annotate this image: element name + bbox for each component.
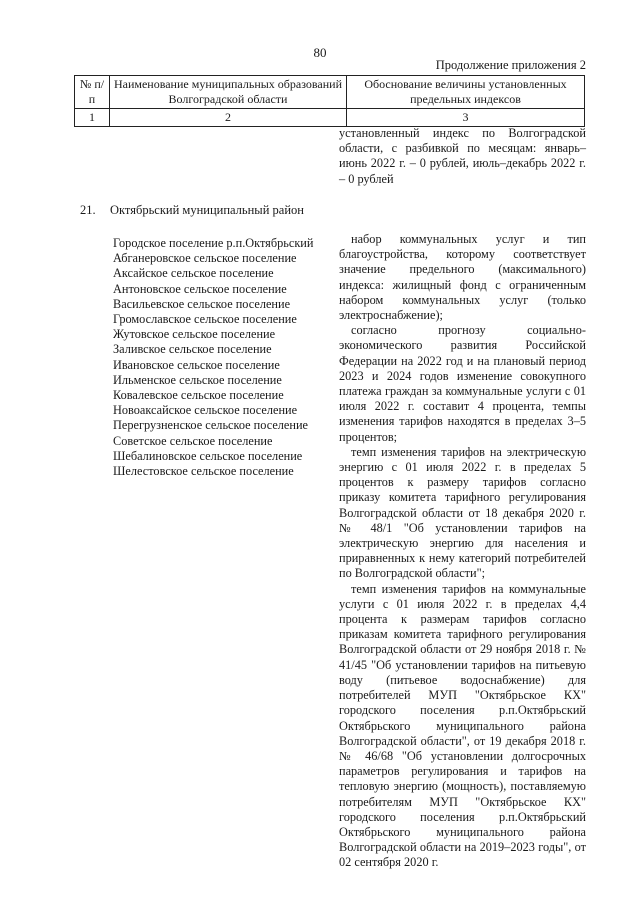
continuation-label: Продолжение приложения 2 [435, 58, 586, 72]
list-item: Ковалевское сельское поселение [113, 388, 284, 403]
district-name: Октябрьский муниципальный район [110, 203, 304, 217]
justification-paragraph: темп изменения тарифов на коммунальные услуги с 01 июля 2022 г. в пределах 4,4 процента к размерам тарифов согласно приказам комитета тарифного регулирования Волгоградской области от 29 ноября 2018 г. № 41/45 "Об установлении тарифов на питьевую воду (питьевое водоснабжение) для потребителей МУП "Октябрьское КХ" городского поселения р.п.Октябрьский Октябрьского муниципального района Волгоградской области", от 19 декабря 2018 г. № 46/68 "Об установлении долгосрочных параметров регулирования и тарифов на тепловую энергию (мощность), поставляемую потребителям МУП "Октябрьское КХ" городского поселения р.п.Октябрьский Октябрьского муниципального района Волгоградской области на 2019–2023 годы", от 02 сентября 2020 г. [339, 581, 586, 870]
settlements-list [113, 236, 313, 479]
list-item: Городское поселение р.п.Октябрьский [113, 236, 314, 250]
list-item: Абганеровское сельское поселение [113, 251, 297, 266]
justification-paragraph: темп изменения тарифов на электрическую энергию с 01 июля 2022 г. в пределах 5 процентов к размеру тарифов согласно приказу комитета тарифного регулирования Волгоградской области от 18 декабря 2020 г. № 48/1 "Об установлении тарифов на электрическую энергию для населения и приравненных к нему категорий потребителей по Волгоградской области"; [339, 444, 586, 581]
list-item: Жутовское сельское поселение [113, 327, 276, 342]
list-item: Аксайское сельское поселение [113, 266, 274, 281]
list-item: Шелестовское сельское поселение [113, 464, 294, 479]
header-num-1: 1 [75, 109, 110, 127]
list-item: Антоновское сельское поселение [113, 281, 287, 296]
header-table [74, 75, 585, 127]
page-number: 80 [313, 45, 327, 60]
justification-paragraph: набор коммунальных услуг и тип благоустройства, которому соответствует значение предельного (максимального) индекса: жилищный фонд с ограниченным набором коммунальных услуг (только электроснабжение); [339, 232, 586, 323]
list-item: Советское сельское поселение [113, 433, 273, 448]
list-item: Ивановское сельское поселение [113, 357, 280, 372]
header-col-municipality: Наименование муниципальных образований Волгоградской области [110, 76, 347, 109]
header-col-justification: Обоснование величины установленных предельных индексов [347, 76, 585, 109]
list-item: Шебалиновское сельское поселение [113, 448, 303, 463]
previous-row-continuation: установленный индекс по Волгоградской области, с разбивкой по месяцам: январь–июнь 2022 г. – 0 рублей, июль–декабрь 2022 г. – 0 рублей [339, 126, 586, 186]
header-num-3: 3 [347, 109, 585, 127]
header-col-number: № п/п [75, 76, 110, 109]
list-item: Громославское сельское поселение [113, 312, 297, 327]
list-item: Васильевское сельское поселение [113, 296, 291, 311]
header-num-2: 2 [110, 109, 347, 127]
list-item: Заливское сельское поселение [113, 342, 272, 357]
justification-text [339, 232, 586, 871]
list-item: Перегрузненское сельское поселение [113, 418, 309, 433]
row-number: 21. [80, 203, 96, 217]
list-item: Ильменское сельское поселение [113, 372, 282, 387]
justification-paragraph: согласно прогнозу социально-экономического развития Российской Федерации на 2022 год и на плановый период 2023 и 2024 годов изменение совокупного платежа граждан за коммунальные услуги с 01 июля 2022 г. составит 4 процента, темпы изменения тарифов находятся в пределах 3–5 процентов; [339, 323, 586, 444]
list-item: Новоаксайское сельское поселение [113, 403, 298, 418]
